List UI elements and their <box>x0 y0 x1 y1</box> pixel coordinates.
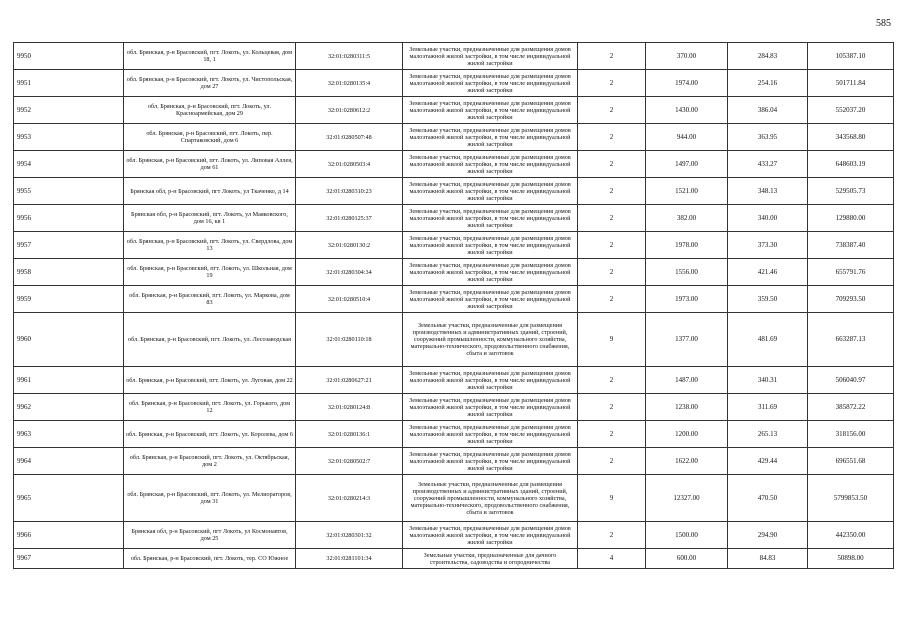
row-number: 9953 <box>14 124 124 151</box>
address-cell: обл. Брянская, р-н Брасовский, пгт. Локоть, ул. Королева, дом 6 <box>124 421 296 448</box>
cadastral-value-cell: 50898.00 <box>808 549 894 569</box>
cadastral-number-cell: 32:01:0280510:4 <box>296 286 403 313</box>
specific-value-cell: 429.44 <box>728 448 808 475</box>
table-row <box>14 151 894 178</box>
table-row <box>14 448 894 475</box>
cadastral-number-cell: 32:01:0280502:7 <box>296 448 403 475</box>
cadastral-number-cell: 32:01:0280136:1 <box>296 421 403 448</box>
use-code-cell: 2 <box>578 421 646 448</box>
area-cell: 1973.00 <box>646 286 728 313</box>
row-number: 9955 <box>14 178 124 205</box>
table-row <box>14 205 894 232</box>
use-code-cell: 2 <box>578 178 646 205</box>
table-row <box>14 522 894 549</box>
address-cell: обл. Брянская, р-н Брасовский, пгт. Локоть, ул. Лесозаводская <box>124 313 296 367</box>
cadastral-number-cell: 32:01:0280627:21 <box>296 367 403 394</box>
cadastral-number-cell: 32:01:0280110:18 <box>296 313 403 367</box>
cadastral-number-cell: 32:01:0280311:5 <box>296 43 403 70</box>
specific-value-cell: 373.30 <box>728 232 808 259</box>
use-code-cell: 2 <box>578 232 646 259</box>
cadastral-value-cell: 529505.73 <box>808 178 894 205</box>
use-code-cell: 2 <box>578 286 646 313</box>
cadastral-value-cell: 501711.84 <box>808 70 894 97</box>
cadastral-number-cell: 32:01:0280310:23 <box>296 178 403 205</box>
cadastral-number-cell: 32:01:0280503:4 <box>296 151 403 178</box>
row-number: 9965 <box>14 475 124 522</box>
specific-value-cell: 284.83 <box>728 43 808 70</box>
land-use-cell: Земельные участки, предназначенные для дачного строительства, садоводства и огородничества <box>403 549 578 569</box>
area-cell: 944.00 <box>646 124 728 151</box>
land-use-cell: Земельные участки, предназначенные для размещения производственных и административных зданий, строений, сооружений промышленности, коммунального хозяйства, материально-технического, продовольственного снабжения, сбыта и заготовок <box>403 313 578 367</box>
address-cell: обл. Брянская, р-н Брасовский, пгт. Локоть, ул. Маркова, дом 83 <box>124 286 296 313</box>
specific-value-cell: 348.13 <box>728 178 808 205</box>
area-cell: 1497.00 <box>646 151 728 178</box>
use-code-cell: 2 <box>578 124 646 151</box>
table-row <box>14 286 894 313</box>
land-use-cell: Земельные участки, предназначенные для размещения домов малоэтажной жилой застройки, в том числе индивидуальной жилой застройки <box>403 232 578 259</box>
specific-value-cell: 386.04 <box>728 97 808 124</box>
land-use-cell: Земельные участки, предназначенные для размещения домов малоэтажной жилой застройки, в том числе индивидуальной жилой застройки <box>403 43 578 70</box>
table-row <box>14 549 894 569</box>
row-number: 9950 <box>14 43 124 70</box>
table-body <box>14 43 894 569</box>
table-row <box>14 43 894 70</box>
cadastral-number-cell: 32:01:0280125:37 <box>296 205 403 232</box>
land-use-cell: Земельные участки, предназначенные для размещения домов малоэтажной жилой застройки, в том числе индивидуальной жилой застройки <box>403 286 578 313</box>
address-cell: Брянская обл, р-н Брасовский, пгт. Локоть, ул Маяковского, дом 16, кв 1 <box>124 205 296 232</box>
address-cell: обл. Брянская, р-н Брасовский, пгт. Локоть, ул. Липовая Аллея, дом 61 <box>124 151 296 178</box>
address-cell: обл. Брянская, р-н Брасовский, пгт. Локоть, ул. Кольцевая, дом 18, 1 <box>124 43 296 70</box>
cadastral-value-cell: 442350.00 <box>808 522 894 549</box>
address-cell: обл. Брянская, р-н Брасовский, пгт. Локоть, ул. Мелиораторов, дом 31 <box>124 475 296 522</box>
address-cell: Брянская обл, р-н Брасовский, пгт Локоть, ул Ткаченко, д 14 <box>124 178 296 205</box>
cadastral-number-cell: 32:01:0281101:34 <box>296 549 403 569</box>
address-cell: Брянская обл, р-н Брасовский, пгт Локоть, ул Космонавтов, дом 25 <box>124 522 296 549</box>
cadastral-value-cell: 709293.50 <box>808 286 894 313</box>
table-row <box>14 313 894 367</box>
specific-value-cell: 470.50 <box>728 475 808 522</box>
land-use-cell: Земельные участки, предназначенные для размещения производственных и административных зданий, строений, сооружений промышленности, коммунального хозяйства, материально-технического, продовольственного снабжения, сбыта и заготовок <box>403 475 578 522</box>
table-row <box>14 259 894 286</box>
area-cell: 1974.00 <box>646 70 728 97</box>
area-cell: 1521.00 <box>646 178 728 205</box>
specific-value-cell: 265.13 <box>728 421 808 448</box>
table-row <box>14 232 894 259</box>
table-row <box>14 124 894 151</box>
cadastral-value-cell: 663287.13 <box>808 313 894 367</box>
cadastral-number-cell: 32:01:0280301:32 <box>296 522 403 549</box>
area-cell: 1978.00 <box>646 232 728 259</box>
cadastral-number-cell: 32:01:0280304:34 <box>296 259 403 286</box>
address-cell: обл. Брянская, р-н Брасовский, пгт. Локоть, пер. Спартаковский, дом 6 <box>124 124 296 151</box>
land-use-cell: Земельные участки, предназначенные для размещения домов малоэтажной жилой застройки, в том числе индивидуальной жилой застройки <box>403 205 578 232</box>
address-cell: обл. Брянская, р-н Брасовский, пгт. Локоть, ул. Свердлова, дом 13 <box>124 232 296 259</box>
row-number: 9956 <box>14 205 124 232</box>
cadastral-value-cell: 105387.10 <box>808 43 894 70</box>
row-number: 9963 <box>14 421 124 448</box>
table-row <box>14 178 894 205</box>
land-use-cell: Земельные участки, предназначенные для размещения домов малоэтажной жилой застройки, в том числе индивидуальной жилой застройки <box>403 259 578 286</box>
cadastral-value-cell: 552037.20 <box>808 97 894 124</box>
specific-value-cell: 421.46 <box>728 259 808 286</box>
table-row <box>14 421 894 448</box>
address-cell: обл. Брянская, р-н Брасовский, пгт. Локоть, ул. Луговая, дом 22 <box>124 367 296 394</box>
area-cell: 12327.00 <box>646 475 728 522</box>
area-cell: 1556.00 <box>646 259 728 286</box>
specific-value-cell: 311.69 <box>728 394 808 421</box>
use-code-cell: 2 <box>578 70 646 97</box>
land-use-cell: Земельные участки, предназначенные для размещения домов малоэтажной жилой застройки, в том числе индивидуальной жилой застройки <box>403 151 578 178</box>
table-row <box>14 475 894 522</box>
address-cell: обл. Брянская, р-н Брасовский, пгт. Локоть, тер. СО Южное <box>124 549 296 569</box>
area-cell: 1500.00 <box>646 522 728 549</box>
row-number: 9954 <box>14 151 124 178</box>
use-code-cell: 4 <box>578 549 646 569</box>
land-use-cell: Земельные участки, предназначенные для размещения домов малоэтажной жилой застройки, в том числе индивидуальной жилой застройки <box>403 394 578 421</box>
use-code-cell: 9 <box>578 475 646 522</box>
address-cell: обл. Брянская, р-н Брасовский, пгт. Локоть, ул. Октябрьская, дом 2 <box>124 448 296 475</box>
cadastral-number-cell: 32:01:0280507:48 <box>296 124 403 151</box>
area-cell: 1622.00 <box>646 448 728 475</box>
cadastral-value-cell: 5799853.50 <box>808 475 894 522</box>
table-row <box>14 367 894 394</box>
cadastral-number-cell: 32:01:0280612:2 <box>296 97 403 124</box>
row-number: 9951 <box>14 70 124 97</box>
cadastral-value-cell: 343568.80 <box>808 124 894 151</box>
cadastral-value-cell: 648603.19 <box>808 151 894 178</box>
land-use-cell: Земельные участки, предназначенные для размещения домов малоэтажной жилой застройки, в том числе индивидуальной жилой застройки <box>403 124 578 151</box>
table-row <box>14 70 894 97</box>
land-registry-table <box>13 42 894 569</box>
specific-value-cell: 481.69 <box>728 313 808 367</box>
row-number: 9961 <box>14 367 124 394</box>
land-use-cell: Земельные участки, предназначенные для размещения домов малоэтажной жилой застройки, в том числе индивидуальной жилой застройки <box>403 70 578 97</box>
use-code-cell: 9 <box>578 313 646 367</box>
address-cell: обл. Брянская, р-н Брасовский, пгт. Локоть, ул. Чистопольская, дом 27 <box>124 70 296 97</box>
row-number: 9967 <box>14 549 124 569</box>
area-cell: 1377.00 <box>646 313 728 367</box>
land-use-cell: Земельные участки, предназначенные для размещения домов малоэтажной жилой застройки, в том числе индивидуальной жилой застройки <box>403 522 578 549</box>
cadastral-number-cell: 32:01:0280214:3 <box>296 475 403 522</box>
cadastral-number-cell: 32:01:0280130:2 <box>296 232 403 259</box>
area-cell: 370.00 <box>646 43 728 70</box>
land-use-cell: Земельные участки, предназначенные для размещения домов малоэтажной жилой застройки, в том числе индивидуальной жилой застройки <box>403 421 578 448</box>
specific-value-cell: 254.16 <box>728 70 808 97</box>
address-cell: обл. Брянская, р-н Брасовский, пгт. Локоть, ул. Горького, дом 12 <box>124 394 296 421</box>
row-number: 9960 <box>14 313 124 367</box>
land-use-cell: Земельные участки, предназначенные для размещения домов малоэтажной жилой застройки, в том числе индивидуальной жилой застройки <box>403 448 578 475</box>
land-use-cell: Земельные участки, предназначенные для размещения домов малоэтажной жилой застройки, в том числе индивидуальной жилой застройки <box>403 178 578 205</box>
area-cell: 382.00 <box>646 205 728 232</box>
cadastral-value-cell: 696551.68 <box>808 448 894 475</box>
row-number: 9959 <box>14 286 124 313</box>
use-code-cell: 2 <box>578 367 646 394</box>
row-number: 9958 <box>14 259 124 286</box>
use-code-cell: 2 <box>578 522 646 549</box>
area-cell: 600.00 <box>646 549 728 569</box>
cadastral-number-cell: 32:01:0280135:4 <box>296 70 403 97</box>
specific-value-cell: 340.00 <box>728 205 808 232</box>
specific-value-cell: 433.27 <box>728 151 808 178</box>
cadastral-number-cell: 32:01:0280124:8 <box>296 394 403 421</box>
cadastral-value-cell: 738387.40 <box>808 232 894 259</box>
use-code-cell: 2 <box>578 205 646 232</box>
use-code-cell: 2 <box>578 43 646 70</box>
land-use-cell: Земельные участки, предназначенные для размещения домов малоэтажной жилой застройки, в том числе индивидуальной жилой застройки <box>403 97 578 124</box>
specific-value-cell: 294.90 <box>728 522 808 549</box>
cadastral-value-cell: 129880.00 <box>808 205 894 232</box>
address-cell: обл. Брянская, р-н Брасовский, пгт. Локоть, ул. Школьная, дом 19 <box>124 259 296 286</box>
use-code-cell: 2 <box>578 151 646 178</box>
cadastral-value-cell: 318156.00 <box>808 421 894 448</box>
area-cell: 1430.00 <box>646 97 728 124</box>
specific-value-cell: 359.50 <box>728 286 808 313</box>
area-cell: 1200.00 <box>646 421 728 448</box>
use-code-cell: 2 <box>578 448 646 475</box>
cadastral-value-cell: 506040.97 <box>808 367 894 394</box>
land-use-cell: Земельные участки, предназначенные для размещения домов малоэтажной жилой застройки, в том числе индивидуальной жилой застройки <box>403 367 578 394</box>
cadastral-value-cell: 655791.76 <box>808 259 894 286</box>
table-row <box>14 97 894 124</box>
use-code-cell: 2 <box>578 259 646 286</box>
address-cell: обл. Брянская, р-н Брасовский, пгт. Локоть, ул. Красноармейская, дом 29 <box>124 97 296 124</box>
use-code-cell: 2 <box>578 97 646 124</box>
row-number: 9952 <box>14 97 124 124</box>
use-code-cell: 2 <box>578 394 646 421</box>
area-cell: 1487.00 <box>646 367 728 394</box>
specific-value-cell: 340.31 <box>728 367 808 394</box>
row-number: 9966 <box>14 522 124 549</box>
area-cell: 1238.00 <box>646 394 728 421</box>
cadastral-value-cell: 385872.22 <box>808 394 894 421</box>
page-number: 585 <box>876 18 891 29</box>
row-number: 9957 <box>14 232 124 259</box>
table-row <box>14 394 894 421</box>
specific-value-cell: 84.83 <box>728 549 808 569</box>
row-number: 9962 <box>14 394 124 421</box>
specific-value-cell: 363.95 <box>728 124 808 151</box>
row-number: 9964 <box>14 448 124 475</box>
